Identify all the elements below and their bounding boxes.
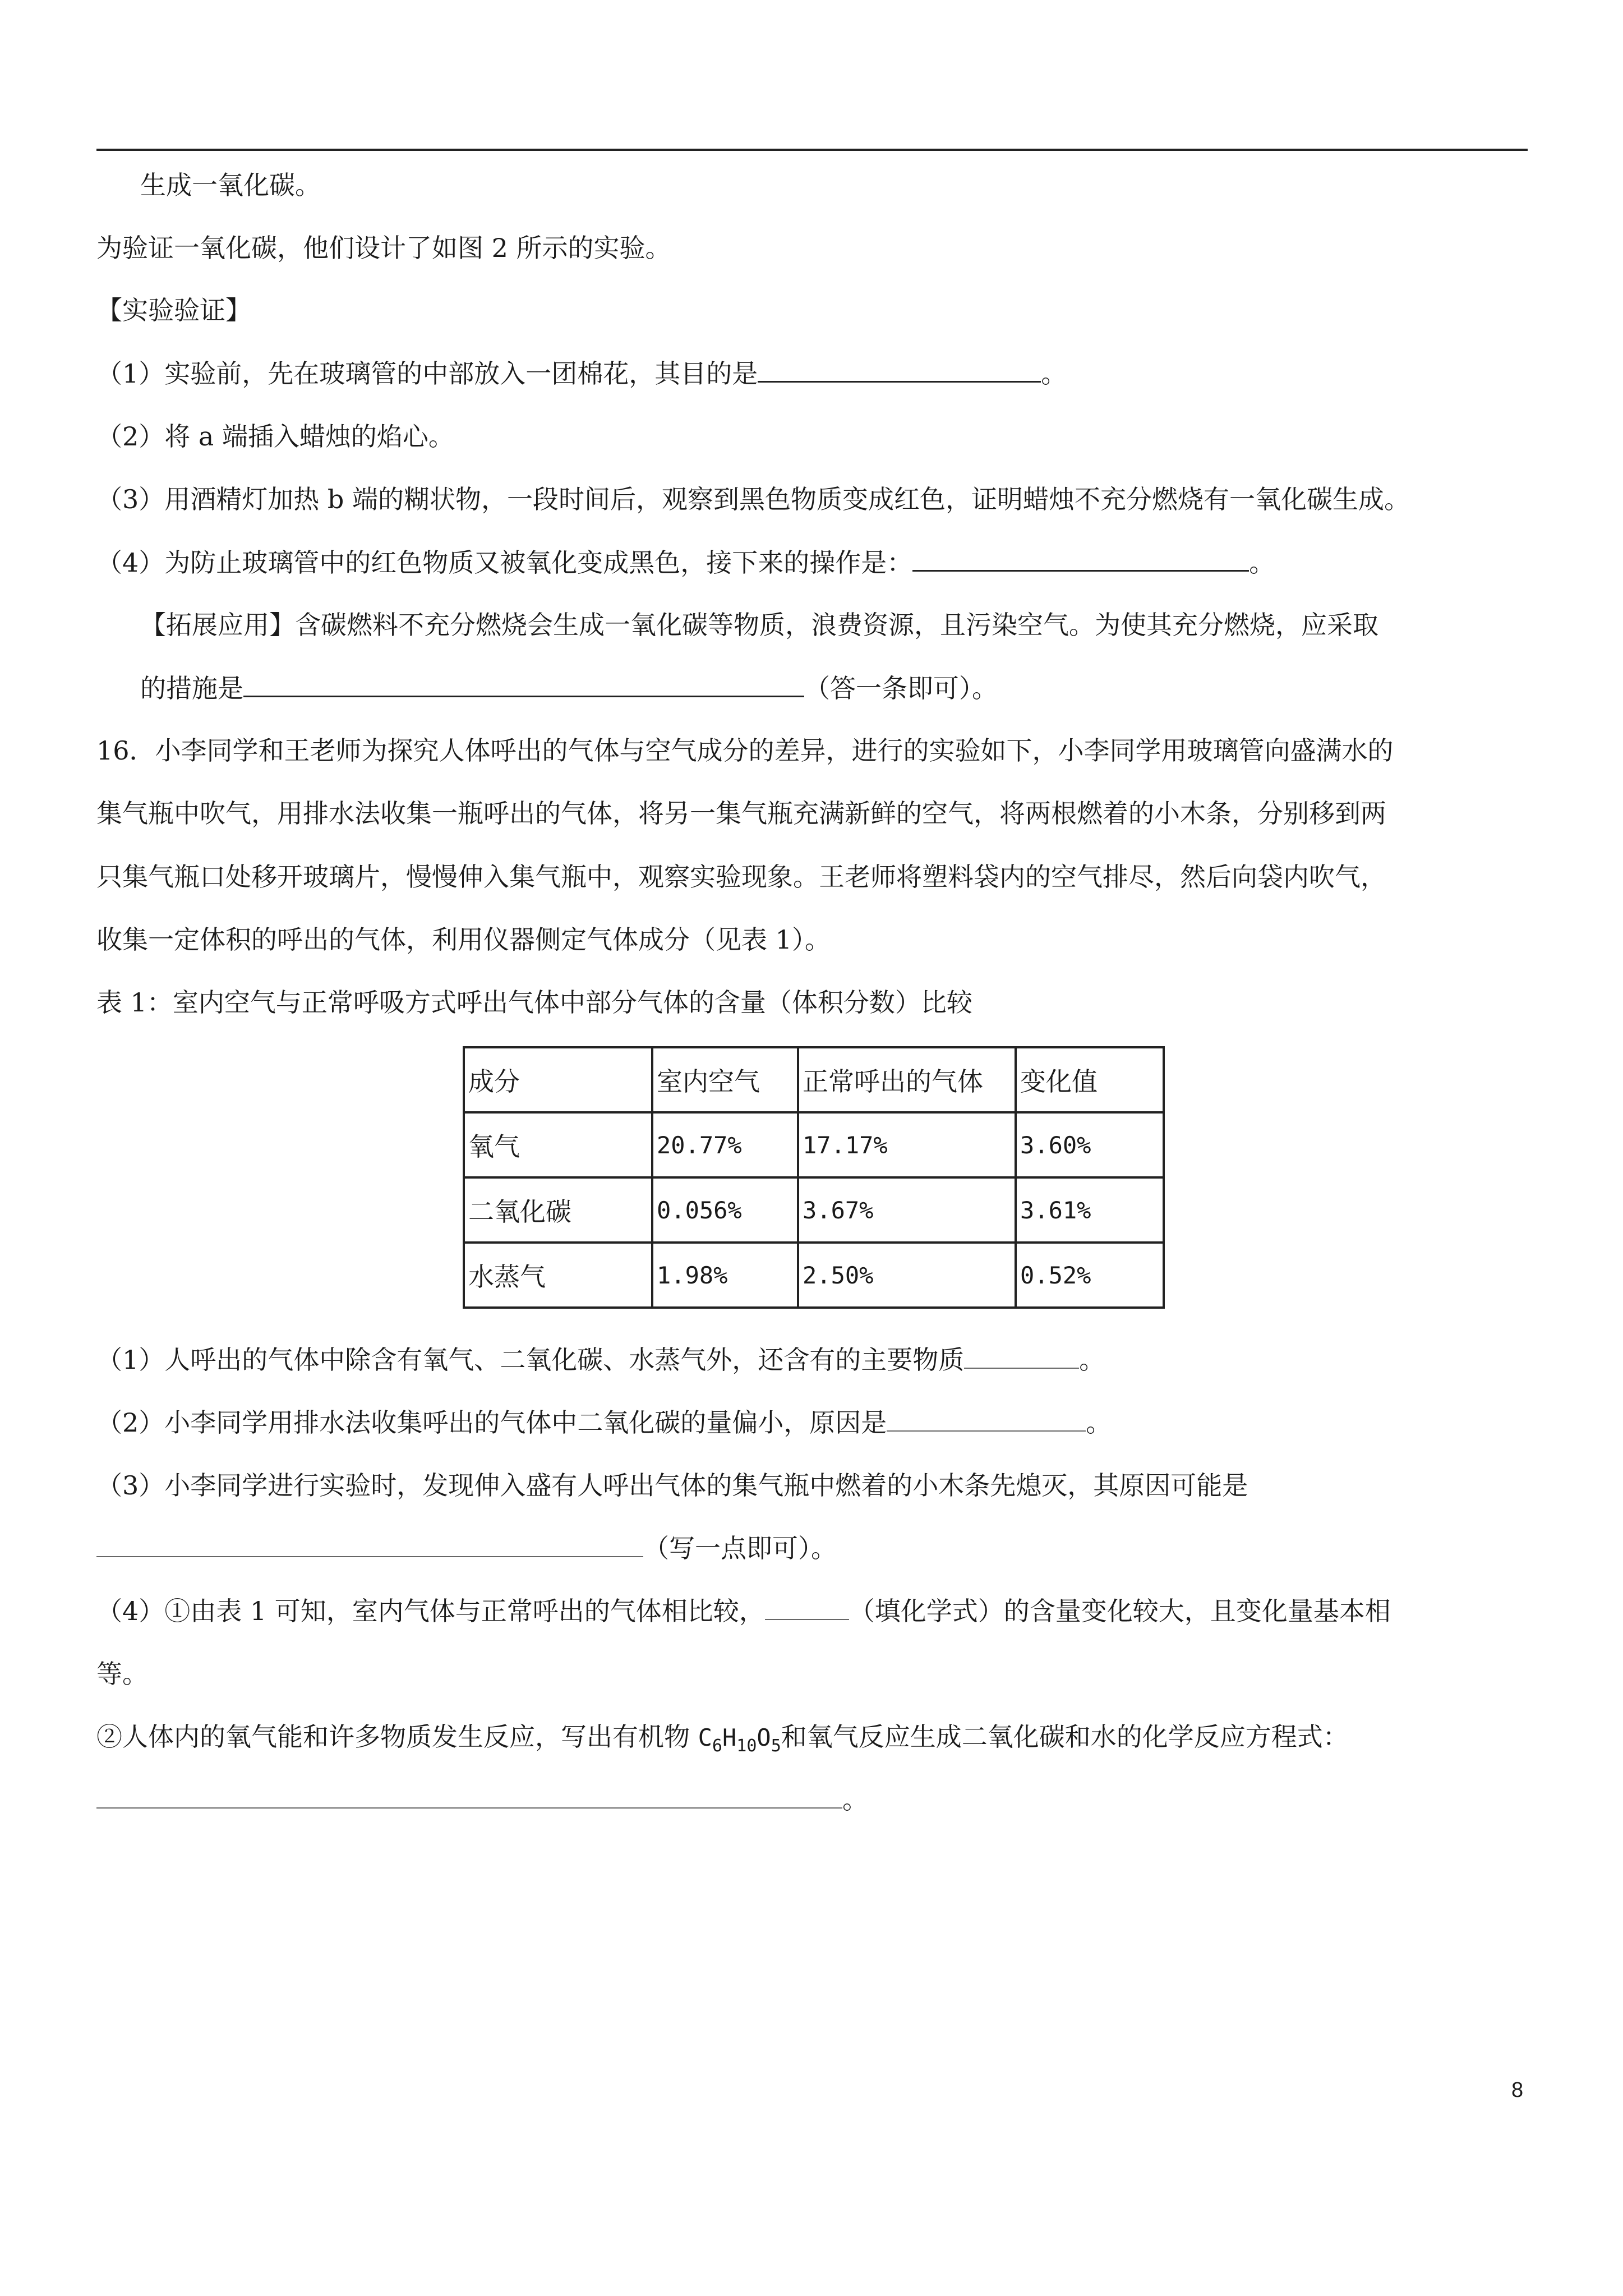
question-text: （写一点即可）。 — [643, 1533, 837, 1563]
table-cell: 0.52% — [1016, 1243, 1164, 1308]
table-row — [464, 1177, 1164, 1243]
question-line: （3）小李同学进行实验时，发现伸入盛有人呼出气体的集气瓶中燃着的小木条先熄灭，其原因可能是 — [96, 1470, 1248, 1501]
punctuation: 。 — [1249, 547, 1275, 578]
table-header-cell: 室内空气 — [652, 1047, 798, 1112]
question-answer-line — [96, 1783, 868, 1816]
question-text: ②人体内的氧气能和许多物质发生反应，写出有机物 — [96, 1722, 698, 1752]
punctuation: 。 — [1041, 358, 1067, 389]
question-text: 和氧气反应生成二氧化碳和水的化学反应方程式： — [781, 1722, 1349, 1752]
answer-blank[interactable] — [96, 1783, 842, 1809]
table-cell: 3.67% — [798, 1177, 1016, 1243]
chemical-formula: $C_6H_{10}O_5$ — [698, 1724, 781, 1756]
table-cell: 20.77% — [652, 1112, 798, 1177]
text-line: 只集气瓶口处移开玻璃片，慢慢伸入集气瓶中，观察实验现象。王老师将塑料袋内的空气排尽，然后向袋内吹气， — [96, 862, 1386, 892]
table-row — [464, 1112, 1164, 1177]
question-text: （1）人呼出的气体中除含有氧气、二氧化碳、水蒸气外，还含有的主要物质 — [96, 1345, 965, 1375]
table-cell: 17.17% — [798, 1112, 1016, 1177]
table-cell: 二氧化碳 — [464, 1177, 652, 1243]
table-cell: 3.61% — [1016, 1177, 1164, 1243]
question-answer-line — [96, 1531, 837, 1565]
table-caption: 表 1：室内空气与正常呼吸方式呼出气体中部分气体的含量（体积分数）比较 — [96, 987, 972, 1018]
question-text: （答一条即可）。 — [804, 673, 998, 703]
text-line: 生成一氧化碳。 — [140, 170, 321, 200]
page-number: 8 — [1511, 2078, 1524, 2102]
punctuation: 。 — [1079, 1345, 1105, 1375]
table-cell: 0.056% — [652, 1177, 798, 1243]
answer-blank[interactable] — [96, 1531, 643, 1557]
text-line: 为验证一氧化碳，他们设计了如图 2 所示的实验。 — [96, 233, 671, 263]
text-line: 【拓展应用】含碳燃料不充分燃烧会生成一氧化碳等物质，浪费资源，且污染空气。为使其充分燃烧，应采取 — [140, 610, 1378, 640]
answer-blank[interactable] — [243, 671, 804, 697]
table-row — [464, 1243, 1164, 1308]
question-line — [96, 1343, 1105, 1377]
answer-blank[interactable] — [912, 545, 1249, 572]
answer-blank[interactable] — [887, 1406, 1086, 1432]
question-text: （填化学式）的含量变化较大，且变化量基本相 — [849, 1596, 1391, 1626]
text-line: 等。 — [96, 1659, 148, 1689]
text-line: 集气瓶中吹气，用排水法收集一瓶呼出的气体，将另一集气瓶充满新鲜的空气，将两根燃着的小木条，分别移到两 — [96, 798, 1386, 829]
table-cell: 氧气 — [464, 1112, 652, 1177]
section-heading: 【实验验证】 — [96, 295, 251, 325]
answer-blank[interactable] — [765, 1594, 849, 1620]
question-line — [96, 1720, 1349, 1763]
table-cell: 1.98% — [652, 1243, 798, 1308]
punctuation: 。 — [1086, 1407, 1112, 1438]
table-cell: 3.60% — [1016, 1112, 1164, 1177]
extension-answer-line — [140, 671, 998, 705]
table-cell: 水蒸气 — [464, 1243, 652, 1308]
question-line — [96, 1594, 1391, 1628]
question-text: （4）①由表 1 可知，室内气体与正常呼出的气体相比较， — [96, 1596, 765, 1626]
question-text: 的措施是 — [140, 673, 243, 703]
answer-blank[interactable] — [758, 356, 1041, 383]
text-line: 收集一定体积的呼出的气体，利用仪器侧定气体成分（见表 1）。 — [96, 924, 831, 955]
gas-composition-table — [463, 1046, 1165, 1309]
punctuation: 。 — [842, 1784, 868, 1815]
question-text: （2）小李同学用排水法收集呼出的气体中二氧化碳的量偏小，原因是 — [96, 1407, 887, 1438]
question-text: （1）实验前，先在玻璃管的中部放入一团棉花，其目的是 — [96, 358, 758, 389]
table-header-cell: 变化值 — [1016, 1047, 1164, 1112]
header-rule — [96, 149, 1528, 151]
question-1-line — [96, 356, 1067, 390]
table-cell: 2.50% — [798, 1243, 1016, 1308]
question-text: （4）为防止玻璃管中的红色物质又被氧化变成黑色，接下来的操作是： — [96, 547, 913, 578]
table-header-row — [464, 1047, 1164, 1112]
text-line: 16．小李同学和王老师为探究人体呼出的气体与空气成分的差异，进行的实验如下，小李同学用玻璃管向盛满水的 — [96, 735, 1394, 766]
question-4-line — [96, 545, 1275, 579]
text-line: （2）将 a 端插入蜡烛的焰心。 — [96, 421, 454, 452]
answer-blank[interactable] — [964, 1343, 1079, 1369]
text-line: （3）用酒精灯加热 b 端的糊状物，一段时间后，观察到黑色物质变成红色，证明蜡烛不充分燃烧有一氧化碳生成。 — [96, 484, 1410, 514]
table-header-cell: 正常呼出的气体 — [798, 1047, 1016, 1112]
question-line — [96, 1406, 1112, 1439]
table-header-cell: 成分 — [464, 1047, 652, 1112]
